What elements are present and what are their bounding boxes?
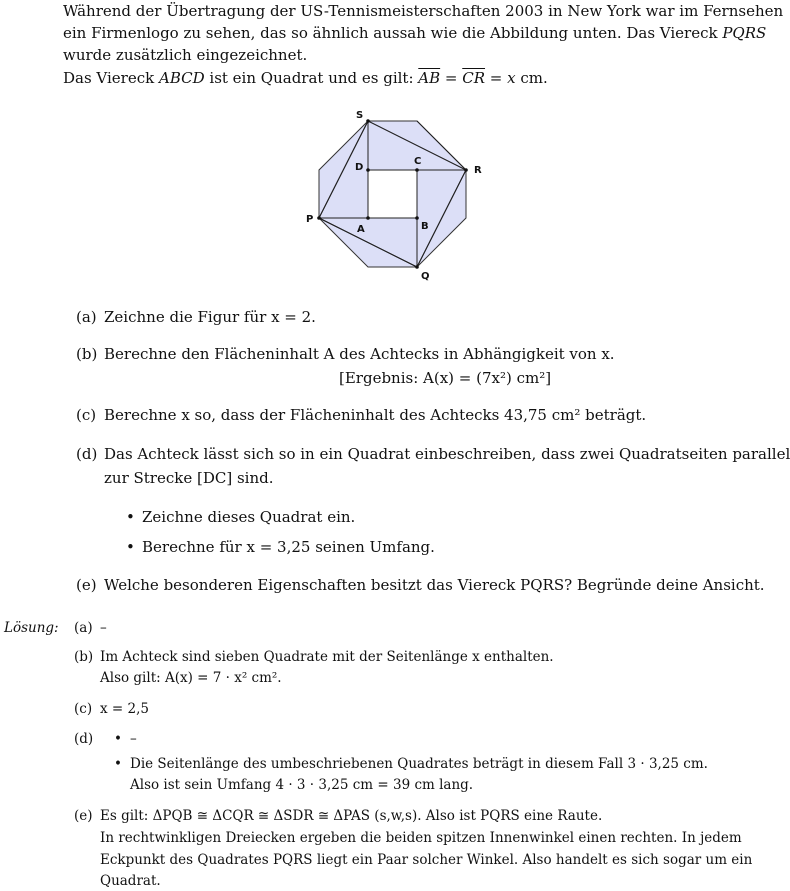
intro-line-4 (63, 67, 548, 89)
question-d-num: (d) (76, 445, 98, 463)
solution-a-text: – (100, 620, 107, 636)
solution-d-bullet-2: • Die Seitenlänge des umbeschriebenen Quadrates beträgt in diesem Fall 3 · 3,25 cm. (130, 756, 708, 772)
solution-b-text-1: Im Achteck sind sieben Quadrate mit der Seitenlänge x enthalten. (100, 649, 554, 665)
intro-line-4-b: ist ein Quadrat und es gilt: (204, 69, 419, 87)
solution-e-num: (e) (74, 808, 93, 824)
point-a (366, 216, 370, 220)
solution-d-bullet-1: • – (130, 731, 137, 747)
abcd-var: ABCD (158, 69, 205, 87)
question-e-num: (e) (76, 576, 97, 594)
solution-b-text-2: Also gilt: A(x) = 7 · x² cm². (100, 670, 282, 686)
equals-2: = (485, 69, 508, 87)
equals-1: = (440, 69, 463, 87)
solution-c-num: (c) (74, 701, 93, 717)
question-d-bullet-1: • Zeichne dieses Quadrat ein. (142, 508, 355, 526)
square-abcd (368, 170, 417, 218)
question-a-text: Zeichne die Figur für x = 2. (104, 308, 316, 326)
question-c-text: Berechne x so, dass der Flächeninhalt des Achtecks 43,75 cm² beträgt. (104, 406, 647, 424)
solution-label: Lösung: (4, 620, 59, 636)
solution-b-num: (b) (74, 649, 94, 665)
segment-cr: $\overline{CR}$ (462, 69, 486, 87)
question-d-text-2: zur Strecke [DC] sind. (104, 469, 274, 487)
point-p (317, 216, 321, 220)
pqrs-var: PQRS (722, 24, 767, 42)
question-d-text-1: Das Achteck lässt sich so in ein Quadrat einbeschreiben, dass zwei Quadratseiten parallel (104, 445, 790, 463)
question-b-result: [Ergebnis: A(x) = (7x²) cm²] (339, 369, 552, 387)
intro-line-2 (63, 22, 766, 44)
question-a-num: (a) (76, 308, 97, 326)
solution-a-num: (a) (74, 620, 93, 636)
solution-e-text-4: Quadrat. (100, 873, 161, 889)
intro-line-2-text: ein Firmenlogo zu sehen, das so ähnlich aussah wie die Abbildung unten. Das Viereck (63, 24, 723, 42)
label-d: D (355, 162, 364, 173)
x-var: x (507, 69, 516, 87)
label-r: R (474, 165, 482, 176)
question-b-num: (b) (76, 345, 98, 363)
segment-ab: $\overline{AB}$ (418, 69, 441, 87)
solution-d-num: (d) (74, 731, 94, 747)
question-e-text: Welche besonderen Eigenschaften besitzt das Viereck PQRS? Begründe deine Ansicht. (104, 576, 765, 594)
solution-c-text: x = 2,5 (100, 701, 149, 717)
solution-d-bullet-2-cont: Also ist sein Umfang 4 · 3 · 3,25 cm = 39 cm lang. (130, 777, 474, 793)
label-c: C (414, 156, 422, 167)
intro-line-4-a: Das Viereck (63, 69, 159, 87)
unit-cm: cm. (515, 69, 548, 87)
point-c (415, 168, 419, 172)
solution-e-text-2: In rechtwinkligen Dreiecken ergeben die beiden spitzen Innenwinkel einen rechten. In jedem (100, 830, 742, 846)
label-p: P (306, 214, 314, 225)
point-s (366, 119, 370, 123)
intro-line-3: wurde zusätzlich eingezeichnet. (63, 46, 308, 64)
point-d (366, 168, 370, 172)
label-b: B (421, 221, 429, 232)
solution-e-text-1: Es gilt: ΔPQB ≅ ΔCQR ≅ ΔSDR ≅ ΔPAS (s,w,s). Also ist PQRS eine Raute. (100, 808, 603, 824)
point-b (415, 216, 419, 220)
point-q (415, 265, 419, 269)
label-a: A (357, 224, 365, 235)
octagon-figure (300, 104, 490, 284)
intro-line-1: Während der Übertragung der US-Tennismeisterschaften 2003 in New York war im Fernsehen (63, 2, 784, 20)
question-d-bullet-2: • Berechne für x = 3,25 seinen Umfang. (142, 538, 435, 556)
label-s: S (356, 110, 364, 121)
point-r (464, 168, 468, 172)
question-b-text: Berechne den Flächeninhalt A des Achtecks in Abhängigkeit von x. (104, 345, 615, 363)
solution-e-text-3: Eckpunkt des Quadrates PQRS liegt ein Paar solcher Winkel. Also handelt es sich sogar um ein (100, 852, 753, 868)
question-c-num: (c) (76, 406, 97, 424)
label-q: Q (421, 271, 430, 282)
